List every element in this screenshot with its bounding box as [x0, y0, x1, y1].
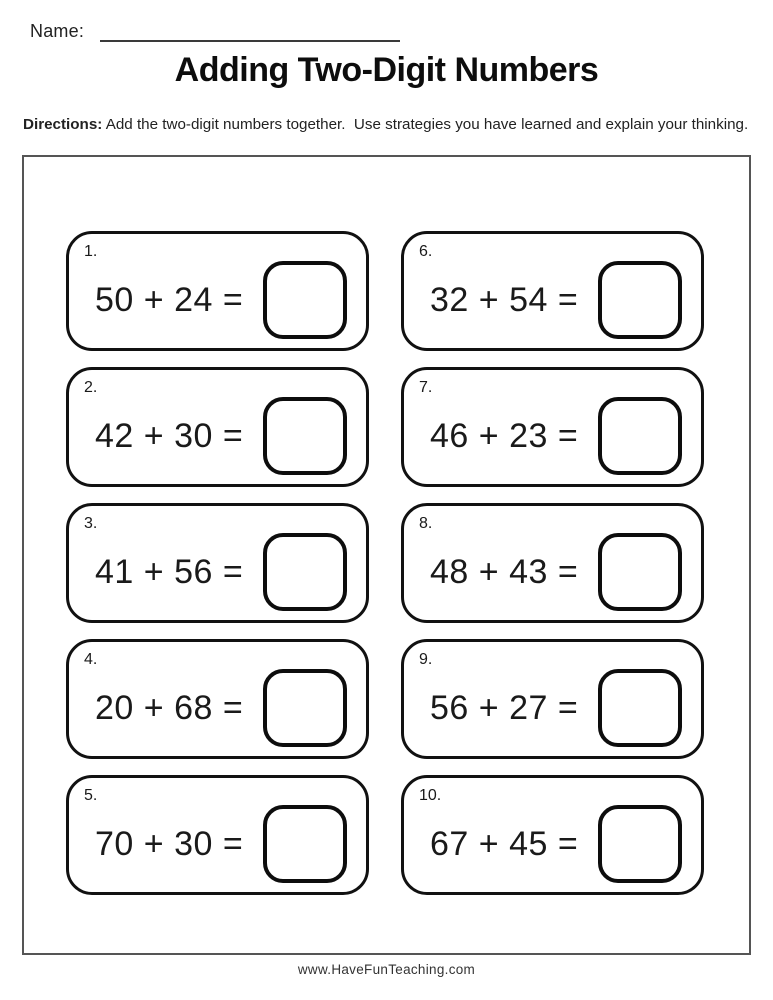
directions-label: Directions:	[23, 116, 103, 133]
equation-text: 67 + 45 =	[430, 824, 579, 863]
card-body	[430, 396, 682, 476]
problem-card	[66, 231, 369, 351]
problem-card	[66, 503, 369, 623]
equation-text: 56 + 27 =	[430, 688, 579, 727]
equation-text: 42 + 30 =	[95, 416, 244, 455]
problem-card	[401, 639, 704, 759]
equation-text: 48 + 43 =	[430, 552, 579, 591]
equation-text: 32 + 54 =	[430, 280, 579, 319]
problem-card	[66, 639, 369, 759]
answer-box	[598, 533, 682, 611]
answer-box	[263, 533, 347, 611]
problem-card	[401, 775, 704, 895]
card-body	[430, 804, 682, 884]
name-blank-line	[100, 23, 400, 42]
name-row	[30, 21, 400, 42]
card-body	[95, 532, 347, 612]
equation-text: 20 + 68 =	[95, 688, 244, 727]
problem-number: 4.	[84, 651, 98, 668]
card-body	[95, 668, 347, 748]
problem-number: 3.	[84, 515, 98, 532]
answer-box	[263, 261, 347, 339]
footer-url: www.HaveFunTeaching.com	[297, 962, 476, 977]
card-body	[430, 532, 682, 612]
card-body	[430, 260, 682, 340]
problem-card	[401, 503, 704, 623]
problem-number: 6.	[419, 243, 433, 260]
answer-box	[263, 805, 347, 883]
directions-text: Add the two-digit numbers together. Use strategies you have learned and explain your thinking.	[102, 116, 749, 133]
problem-card	[66, 775, 369, 895]
equation-text: 70 + 30 =	[95, 824, 244, 863]
problem-number: 8.	[419, 515, 433, 532]
page-title: Adding Two-Digit Numbers	[174, 51, 599, 89]
worksheet-frame	[22, 155, 751, 955]
problem-card	[66, 367, 369, 487]
answer-box	[598, 669, 682, 747]
name-label: Name:	[30, 21, 85, 41]
card-body	[430, 668, 682, 748]
card-body	[95, 804, 347, 884]
answer-box	[598, 261, 682, 339]
problem-number: 10.	[419, 787, 442, 804]
problem-card	[401, 367, 704, 487]
card-body	[95, 260, 347, 340]
problem-number: 5.	[84, 787, 98, 804]
card-body	[95, 396, 347, 476]
problem-number: 9.	[419, 651, 433, 668]
problem-number: 2.	[84, 379, 98, 396]
equation-text: 50 + 24 =	[95, 280, 244, 319]
answer-box	[263, 669, 347, 747]
equation-text: 41 + 56 =	[95, 552, 244, 591]
answer-box	[598, 397, 682, 475]
problem-number: 1.	[84, 243, 98, 260]
problem-number: 7.	[419, 379, 433, 396]
problems-grid	[66, 231, 704, 895]
equation-text: 46 + 23 =	[430, 416, 579, 455]
problem-card	[401, 231, 704, 351]
answer-box	[263, 397, 347, 475]
answer-box	[598, 805, 682, 883]
directions	[23, 116, 751, 133]
